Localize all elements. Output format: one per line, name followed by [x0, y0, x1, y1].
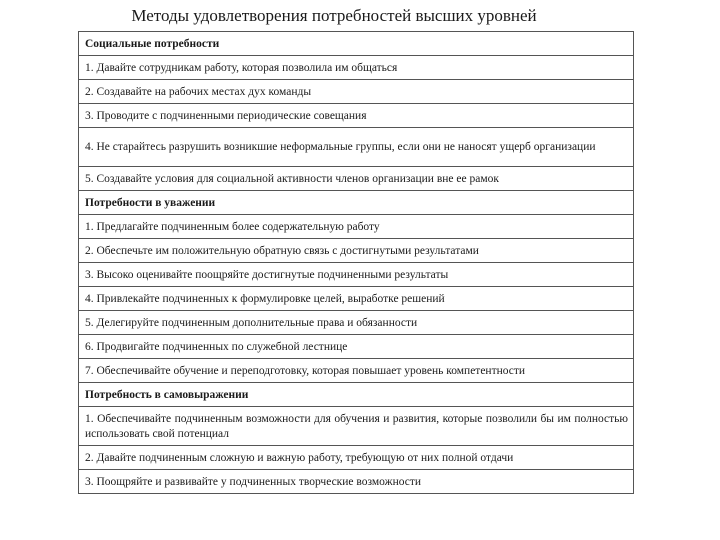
table-row	[79, 311, 634, 335]
list-item: 4. Привлекайте подчиненных к формулировке целей, выработке решений	[79, 287, 634, 311]
table-row	[79, 104, 634, 128]
section-header-self-expression: Потребность в самовыражении	[79, 383, 634, 407]
table-row	[79, 263, 634, 287]
section-header-esteem: Потребности в уважении	[79, 191, 634, 215]
list-item: 3. Проводите с подчиненными периодические совещания	[79, 104, 634, 128]
list-item: 1. Предлагайте подчиненным более содержательную работу	[79, 215, 634, 239]
table-row	[79, 407, 634, 446]
list-item: 2. Обеспечьте им положительную обратную связь с достигнутыми результатами	[79, 239, 634, 263]
page-title: Методы удовлетворения потребностей высших уровней	[131, 6, 537, 25]
table-row	[79, 239, 634, 263]
list-item: 1. Давайте сотрудникам работу, которая позволила им общаться	[79, 56, 634, 80]
section-header-row	[79, 191, 634, 215]
section-header-row	[79, 383, 634, 407]
table-row	[79, 215, 634, 239]
list-item: 5. Делегируйте подчиненным дополнительные права и обязанности	[79, 311, 634, 335]
list-item: 5. Создавайте условия для социальной активности членов организации вне ее рамок	[79, 167, 634, 191]
list-item: 3. Поощряйте и развивайте у подчиненных творческие возможности	[79, 470, 634, 494]
list-item: 4. Не старайтесь разрушить возникшие неформальные группы, если они не наносят ущерб организации	[79, 128, 634, 167]
section-header-social: Социальные потребности	[79, 32, 634, 56]
table-row	[79, 446, 634, 470]
list-item: 7. Обеспечивайте обучение и переподготовку, которая повышает уровень компетентности	[79, 359, 634, 383]
list-item: 6. Продвигайте подчиненных по служебной лестнице	[79, 335, 634, 359]
table-row	[79, 128, 634, 167]
section-header-row	[79, 32, 634, 56]
table-row	[79, 287, 634, 311]
table-row	[79, 80, 634, 104]
list-item: 2. Создавайте на рабочих местах дух команды	[79, 80, 634, 104]
table-row	[79, 56, 634, 80]
list-item: 1. Обеспечивайте подчиненным возможности для обучения и развития, которые позволили бы им полностью использовать свой потенциал	[79, 407, 634, 446]
list-item: 2. Давайте подчиненным сложную и важную работу, требующую от них полной отдачи	[79, 446, 634, 470]
list-item: 3. Высоко оценивайте поощряйте достигнутые подчиненными результаты	[79, 263, 634, 287]
methods-table	[78, 31, 634, 494]
table-row	[79, 470, 634, 494]
table-row	[79, 167, 634, 191]
table-row	[79, 335, 634, 359]
table-row	[79, 359, 634, 383]
